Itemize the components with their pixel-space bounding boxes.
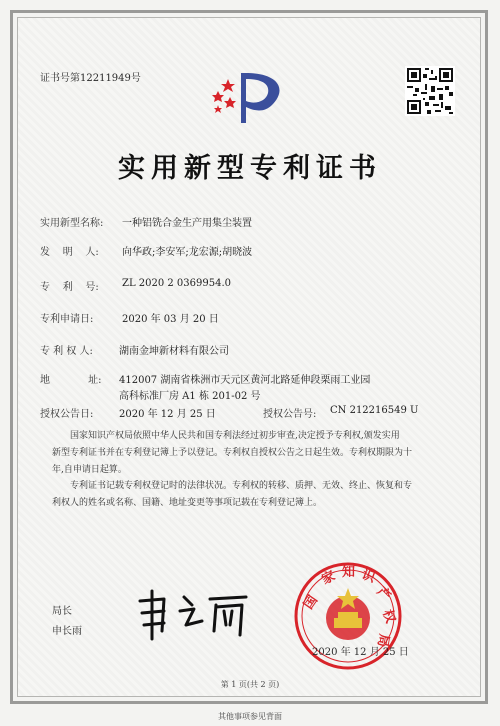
certificate-title: 实用新型专利证书 <box>118 153 382 184</box>
signature-title: 局长 <box>52 606 72 617</box>
svg-text:识: 识 <box>359 567 377 586</box>
svg-text:权: 权 <box>379 607 398 626</box>
name-label: 实用新型名称: <box>40 218 104 229</box>
page-indicator: 第 1 页(共 2 页) <box>220 680 280 689</box>
para2-line2: 利权人的姓名或名称、国籍、地址变更等事项记载在专利登记簿上。 <box>52 498 323 508</box>
address-line-2: 高科标准厂房 A1 栋 201-02 号 <box>119 391 261 402</box>
signatory-name: 申长雨 <box>52 626 82 637</box>
grant-number-label: 授权公告号: <box>263 409 317 420</box>
grant-date-label: 授权公告日: <box>40 409 94 420</box>
handwritten-signature-icon <box>134 587 252 641</box>
para1-line2: 新型专利证书并在专利登记簿上予以登记。专利权自授权公告之日起生效。专利权期限为十 <box>52 448 413 458</box>
body-paragraph-1 <box>52 428 450 479</box>
patent-holder: 湖南金坤新材料有限公司 <box>119 346 229 357</box>
svg-text:国: 国 <box>301 593 321 613</box>
patent-number: ZL 2020 2 0369954.0 <box>122 278 232 289</box>
patent-holder-label: 专 利 权 人: <box>40 346 93 357</box>
certificate-number: 证书号第12211949号 <box>40 73 141 84</box>
qr-code-icon <box>405 66 455 116</box>
filing-date-label: 专利申请日: <box>40 314 94 325</box>
svg-text:产: 产 <box>373 584 394 605</box>
address-label: 地 址: <box>40 375 102 386</box>
grant-date: 2020 年 12 月 25 日 <box>119 409 216 420</box>
utility-model-name: 一种铝铣合金生产用集尘装置 <box>122 218 252 229</box>
inventors: 向华政;李安军;龙宏源;胡晓波 <box>122 247 253 258</box>
body-paragraph-2 <box>52 478 450 512</box>
para2-line1: 专利证书记载专利权登记时的法律状况。专利权的转移、质押、无效、终止、恢复和专 <box>70 481 413 491</box>
svg-text:知: 知 <box>342 565 356 580</box>
patent-number-label: 专 利 号: <box>40 282 99 293</box>
footer-note: 其他事项参见背面 <box>218 712 282 721</box>
svg-text:家: 家 <box>319 568 338 588</box>
cnipa-logo-icon <box>206 67 296 127</box>
issue-date: 2020 年 12 月 25 日 <box>312 647 409 658</box>
para1-line3: 年,自申请日起算。 <box>52 465 127 475</box>
grant-number: CN 212216549 U <box>330 405 419 416</box>
svg-text:局: 局 <box>374 632 392 649</box>
address-line-1: 412007 湖南省株洲市天元区黄河北路延伸段栗雨工业园 <box>119 375 371 386</box>
para1-line1: 国家知识产权局依照中华人民共和国专利法经过初步审查,决定授予专利权,颁发实用 <box>70 431 400 441</box>
inventor-label: 发 明 人: <box>40 247 99 258</box>
filing-date: 2020 年 03 月 20 日 <box>122 314 219 325</box>
